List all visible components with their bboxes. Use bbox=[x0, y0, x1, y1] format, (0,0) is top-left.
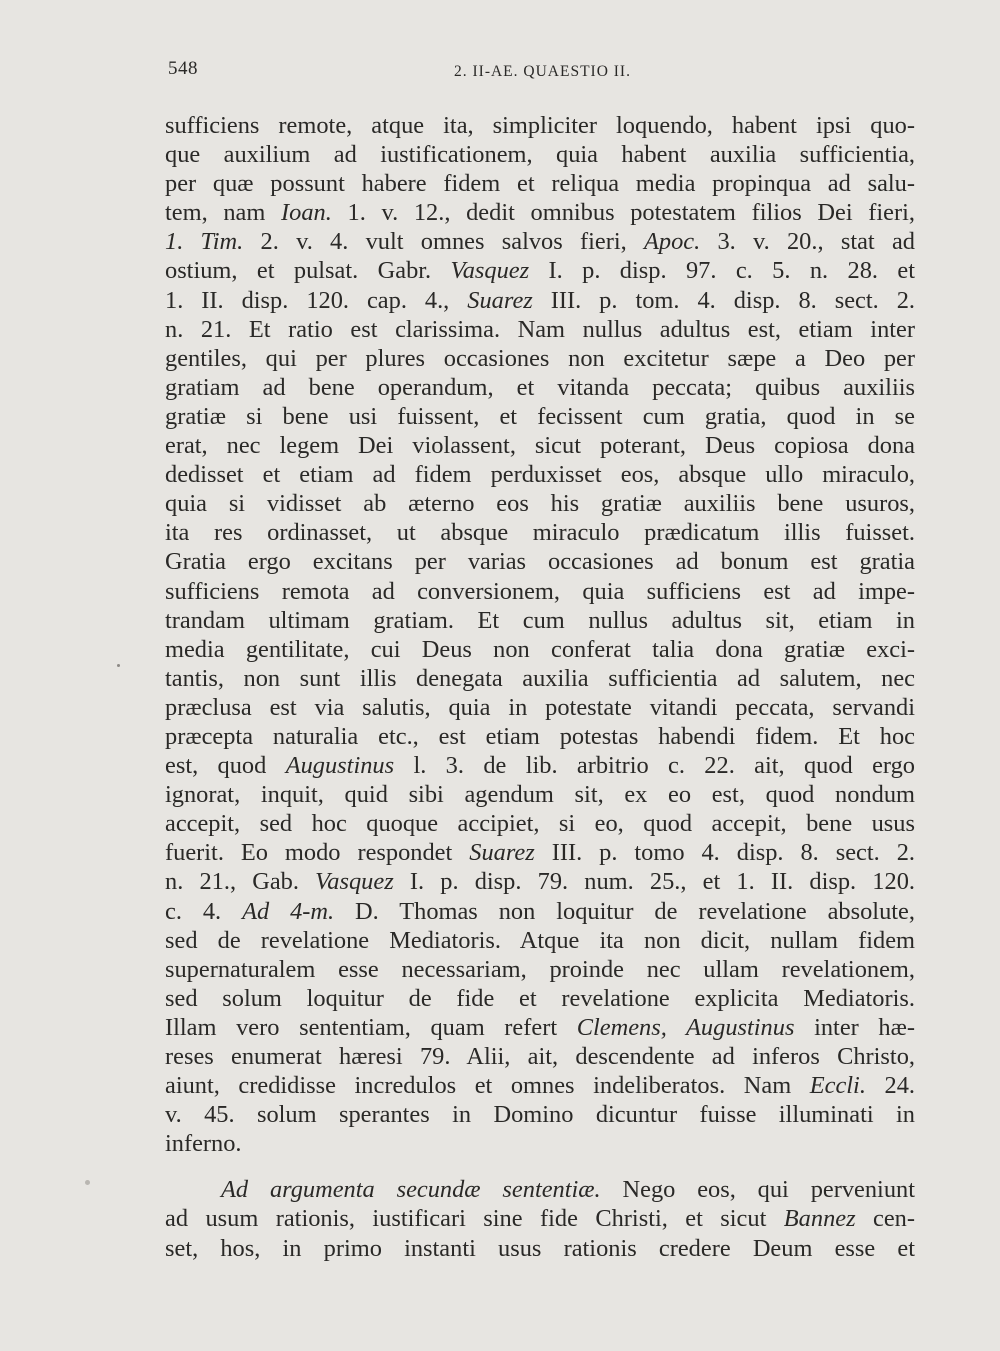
text-run: præclusa est via salutis, quia in potestate vitandi peccata, servandi bbox=[165, 693, 915, 721]
text-run: Gratia ergo excitans per varias occasiones ad bonum est gratia bbox=[165, 548, 915, 576]
paper-speck bbox=[117, 664, 120, 667]
text-line bbox=[165, 838, 915, 867]
text-line bbox=[165, 955, 915, 984]
text-line bbox=[165, 897, 915, 926]
text-line bbox=[165, 1042, 915, 1071]
italic-citation: Augustinus bbox=[285, 752, 395, 780]
text-run: media gentilitate, cui Deus non conferat talia dona gratiæ exci- bbox=[165, 635, 915, 663]
text-run: per quæ possunt habere fidem et reliqua media propinqua ad salu- bbox=[165, 170, 915, 198]
text-run: Nego eos, qui perveniunt bbox=[600, 1176, 915, 1204]
text-line bbox=[165, 635, 915, 664]
italic-citation: Suarez bbox=[467, 286, 533, 314]
text-run: est, quod bbox=[165, 752, 286, 780]
text-run: III. p. tom. 4. disp. 8. sect. 2. bbox=[532, 286, 916, 314]
text-run: sufficiens remota ad conversionem, quia sufficiens est ad impe- bbox=[165, 577, 915, 605]
text-run: sufficiens remote, atque ita, simpliciter loquendo, habent ipsi quo- bbox=[165, 112, 915, 139]
italic-citation: Clemens, Augustinus bbox=[576, 1013, 795, 1041]
text-line bbox=[165, 169, 915, 198]
text-run: v. 45. solum sperantes in Domino dicuntur fuisse illuminati in bbox=[165, 1101, 915, 1129]
text-run: 1. v. 12., dedit omnibus potestatem filios Dei fieri, bbox=[331, 199, 915, 227]
text-line bbox=[165, 547, 915, 576]
text-run: cen- bbox=[855, 1205, 915, 1233]
text-run: set, hos, in primo instanti usus rationis credere Deum esse et bbox=[165, 1234, 915, 1262]
italic-citation: Eccli. bbox=[809, 1072, 866, 1100]
text-line bbox=[165, 577, 915, 606]
text-line bbox=[165, 984, 915, 1013]
text-line bbox=[165, 460, 915, 489]
italic-citation: Vasquez bbox=[450, 257, 530, 285]
body-text bbox=[165, 111, 915, 1263]
text-run: gratiam ad bene operandum, et vitanda peccata; quibus auxiliis bbox=[165, 373, 915, 401]
italic-citation: Ad argumenta secundæ sententiæ. bbox=[221, 1176, 601, 1204]
text-run: dedisset et etiam ad fidem perduxisset eos, absque ullo miraculo, bbox=[165, 461, 915, 489]
text-line bbox=[165, 1175, 915, 1204]
text-run: ignorat, inquit, quid sibi agendum sit, ex eo est, quod nondum bbox=[165, 781, 915, 809]
text-run: l. 3. de lib. arbitrio c. 22. ait, quod ergo bbox=[394, 752, 916, 780]
text-run: sed solum loquitur de fide et revelatione explicita Mediatoris. bbox=[165, 984, 915, 1012]
text-run: que auxilium ad iustificationem, quia habent auxilia sufficientia, bbox=[165, 141, 915, 169]
paper-speck bbox=[85, 1180, 90, 1185]
text-run: gratiæ si bene usi fuissent, et fecissent cum gratia, quod in se bbox=[165, 402, 915, 430]
italic-citation: Apoc. bbox=[643, 228, 701, 256]
text-line bbox=[165, 111, 915, 140]
text-run: quia si vidisset ab æterno eos his gratiæ auxiliis bene usuros, bbox=[165, 490, 915, 518]
text-run: I. p. disp. 79. num. 25., et 1. II. disp. 120. bbox=[393, 868, 915, 896]
text-line bbox=[165, 140, 915, 169]
text-run: supernaturalem esse necessariam, proinde nec ullam revelationem, bbox=[165, 955, 915, 983]
text-run: trandam ultimam gratiam. Et cum nullus adultus sit, etiam in bbox=[165, 606, 915, 634]
text-run: 1. II. disp. 120. cap. 4., bbox=[165, 286, 468, 314]
italic-citation: Bannez bbox=[783, 1205, 856, 1233]
text-line bbox=[165, 693, 915, 722]
text-line bbox=[165, 1013, 915, 1042]
text-run: c. 4. bbox=[165, 897, 243, 925]
text-line bbox=[165, 722, 915, 751]
text-run: fuerit. Eo modo respondet bbox=[165, 839, 470, 867]
text-run: I. p. disp. 97. c. 5. n. 28. et bbox=[529, 257, 915, 285]
italic-citation: Vasquez bbox=[315, 868, 394, 896]
text-run: n. 21. Et ratio est clarissima. Nam nullus adultus est, etiam inter bbox=[165, 315, 915, 343]
text-run: tem, nam bbox=[165, 199, 282, 227]
text-line bbox=[165, 256, 915, 285]
text-run: III. p. tomo 4. disp. 8. sect. 2. bbox=[534, 839, 915, 867]
text-run: erat, nec legem Dei violassent, sicut poterant, Deus copiosa dona bbox=[165, 432, 915, 460]
text-line bbox=[165, 344, 915, 373]
text-line bbox=[165, 198, 915, 227]
text-line bbox=[165, 373, 915, 402]
italic-citation: Ad 4-m. bbox=[242, 897, 335, 925]
running-title: 2. II-AE. QUAESTIO II. bbox=[454, 63, 631, 80]
text-line bbox=[165, 1129, 915, 1158]
text-line bbox=[165, 606, 915, 635]
italic-citation: 1. Tim. bbox=[165, 228, 244, 256]
text-line bbox=[165, 1100, 915, 1129]
text-line bbox=[165, 518, 915, 547]
paragraph-gap bbox=[165, 1158, 915, 1175]
text-line bbox=[165, 227, 915, 256]
italic-citation: Ioan. bbox=[281, 199, 332, 227]
text-line bbox=[165, 867, 915, 896]
page-number: 548 bbox=[168, 58, 198, 79]
italic-citation: Suarez bbox=[469, 839, 535, 867]
text-run: 2. v. 4. vult omnes salvos fieri, bbox=[243, 228, 644, 256]
text-run: Illam vero sententiam, quam refert bbox=[165, 1013, 577, 1041]
text-line bbox=[165, 489, 915, 518]
text-run: 3. v. 20., stat ad bbox=[700, 228, 915, 256]
text-line bbox=[165, 751, 915, 780]
text-run: ita res ordinasset, ut absque miraculo prædicatum illis fuisset. bbox=[165, 519, 915, 547]
text-run: gentiles, qui per plures occasiones non excitetur sæpe a Deo per bbox=[165, 344, 915, 372]
text-line bbox=[165, 664, 915, 693]
text-run: inferno. bbox=[165, 1130, 242, 1158]
text-line bbox=[165, 809, 915, 838]
text-line bbox=[165, 1204, 915, 1233]
text-run: sed de revelatione Mediatoris. Atque ita non dicit, nullam fidem bbox=[165, 926, 915, 954]
text-run: inter hæ- bbox=[794, 1013, 915, 1041]
text-line bbox=[165, 402, 915, 431]
text-run: ad usum rationis, iustificari sine fide Christi, et sicut bbox=[165, 1205, 784, 1233]
text-run: accepit, sed hoc quoque accipiet, si eo, quod accepit, bene usus bbox=[165, 810, 915, 838]
text-run: n. 21., Gab. bbox=[165, 868, 316, 896]
text-line bbox=[165, 1234, 915, 1263]
text-run: præcepta naturalia etc., est etiam potestas habendi fidem. Et hoc bbox=[165, 722, 915, 750]
text-run: tantis, non sunt illis denegata auxilia sufficientia ad salutem, nec bbox=[165, 664, 915, 692]
text-run: ostium, et pulsat. Gabr. bbox=[165, 257, 451, 285]
text-line bbox=[165, 286, 915, 315]
text-run: 24. bbox=[865, 1072, 915, 1100]
text-line bbox=[165, 780, 915, 809]
text-line bbox=[165, 1071, 915, 1100]
text-line bbox=[165, 926, 915, 955]
text-run: aiunt, credidisse incredulos et omnes indeliberatos. Nam bbox=[165, 1072, 810, 1100]
text-run: reses enumerat hæresi 79. Alii, ait, descendente ad inferos Christo, bbox=[165, 1043, 915, 1070]
text-line bbox=[165, 431, 915, 460]
text-line bbox=[165, 315, 915, 344]
text-run: D. Thomas non loquitur de revelatione absolute, bbox=[334, 897, 915, 925]
